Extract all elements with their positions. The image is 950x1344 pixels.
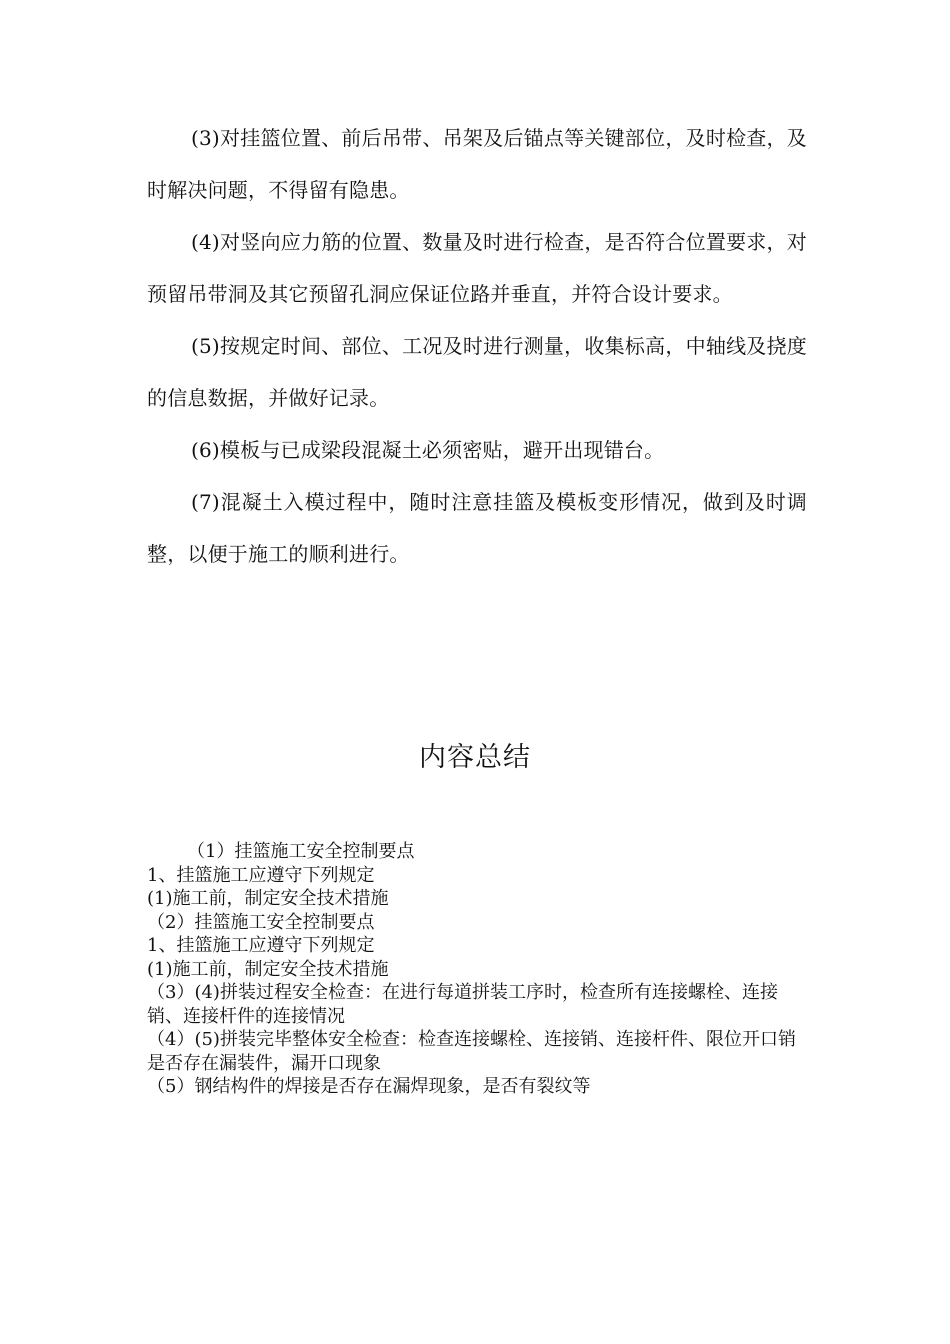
paragraph-7: (7)混凝土入模过程中，随时注意挂篮及模板变形情况，做到及时调整，以便于施工的顺利进行。: [147, 490, 807, 566]
paragraph-4: (4)对竖向应力筋的位置、数量及时进行检查，是否符合位置要求，对预留吊带洞及其它预留孔洞应保证位路并垂直，并符合设计要求。: [147, 230, 807, 306]
summary-title: 内容总结: [419, 742, 531, 773]
summary-line: 1、挂篮施工应遵守下列规定: [147, 864, 375, 886]
summary-line: (1)施工前，制定安全技术措施: [147, 888, 389, 909]
summary-line: （4）(5)拼装完毕整体安全检查：检查连接螺栓、连接销、连接杆件、限位开口销是否存在漏装件，漏开口现象: [147, 1029, 796, 1074]
summary-line: （3）(4)拼装过程安全检查：在进行每道拼装工序时，检查所有连接螺栓、连接销、连接杆件的连接情况: [147, 982, 778, 1027]
summary-line: （2）挂篮施工安全控制要点: [147, 911, 375, 933]
paragraph-3: (3)对挂篮位置、前后吊带、吊架及后锚点等关键部位，及时检查，及时解决问题，不得留有隐患。: [147, 126, 807, 202]
paragraph-5: (5)按规定时间、部位、工况及时进行测量，收集标高，中轴线及挠度的信息数据，并做好记录。: [147, 334, 807, 410]
body-text: [147, 112, 807, 580]
summary-line: 1、挂篮施工应遵守下列规定: [147, 935, 375, 956]
summary-line: (1)施工前，制定安全技术措施: [147, 958, 389, 980]
paragraph-6: (6)模板与已成梁段混凝土必须密贴，避开出现错台。: [191, 438, 665, 462]
summary-list: [147, 840, 807, 1099]
summary-line: （1）挂篮施工安全控制要点: [187, 841, 415, 862]
summary-line: （5）钢结构件的焊接是否存在漏焊现象，是否有裂纹等: [147, 1076, 591, 1097]
